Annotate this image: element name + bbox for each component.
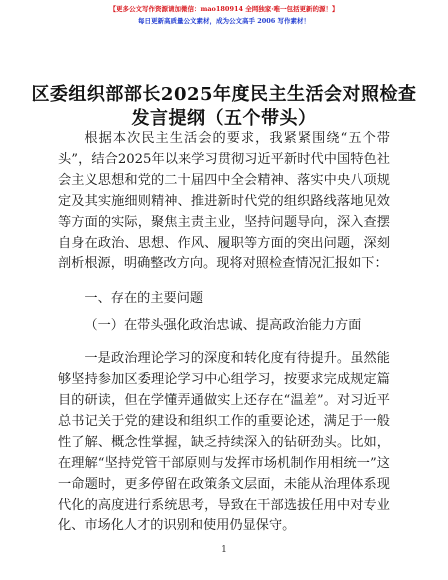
section-heading-1: 一、存在的主要问题	[84, 291, 204, 307]
body-paragraph: 一是政治理论学习的深度和转化度有待提升。虽然能够坚持参加区委理论学习中心组学习，按要求完成规定篇目的研读，但在学懂弄通做实上还存在“温差”。对习近平总书记关于党的建设和组织工作的重要论述，满足于一般性了解、概念性掌握，缺乏持续深入的钻研劲头。比如，在理解“坚持党管干部原则与发挥市场机制作用相统一”这一命题时，更多停留在政策条文层面，未能从治理体系现代化的高度进行系统思考，导致在干部选拔任用中对专业化、市场化人才的识别和使用仍显保守。	[58, 351, 390, 534]
intro-paragraph: 根据本次民主生活会的要求，我紧紧围绕“五个带头”，结合2025年以来学习贯彻习近平新时代中国特色社会主义思想和党的二十届四中全会精神、落实中央八项规定及其实施细则精神、推进新时代党的组织路线落地见效等方面的实际，聚焦主责主业，坚持问题导向，深入查摆自身在政治、思想、作风、履职等方面的突出问题，深刻剖析根源，明确整改方向。现将对照检查情况汇报如下：	[58, 131, 390, 272]
document-title-line2: 发言提纲（五个带头）	[131, 108, 317, 129]
page-number: 1	[221, 545, 227, 555]
promo-banner-line2: 每日更新高质量公文素材，成为公文高手 2006 写作素材！	[137, 17, 311, 25]
document-body	[58, 129, 390, 537]
subsection-heading-1: （一）在带头强化政治忠诚、提高政治能力方面	[84, 318, 362, 334]
document-title-line1: 区委组织部部长2025年度民主生活会对照检查	[31, 84, 417, 105]
promo-banner-line1: 【更多公文写作资源请加微信：mao180914 全网独家·唯一包括更新的源！】	[109, 5, 339, 13]
